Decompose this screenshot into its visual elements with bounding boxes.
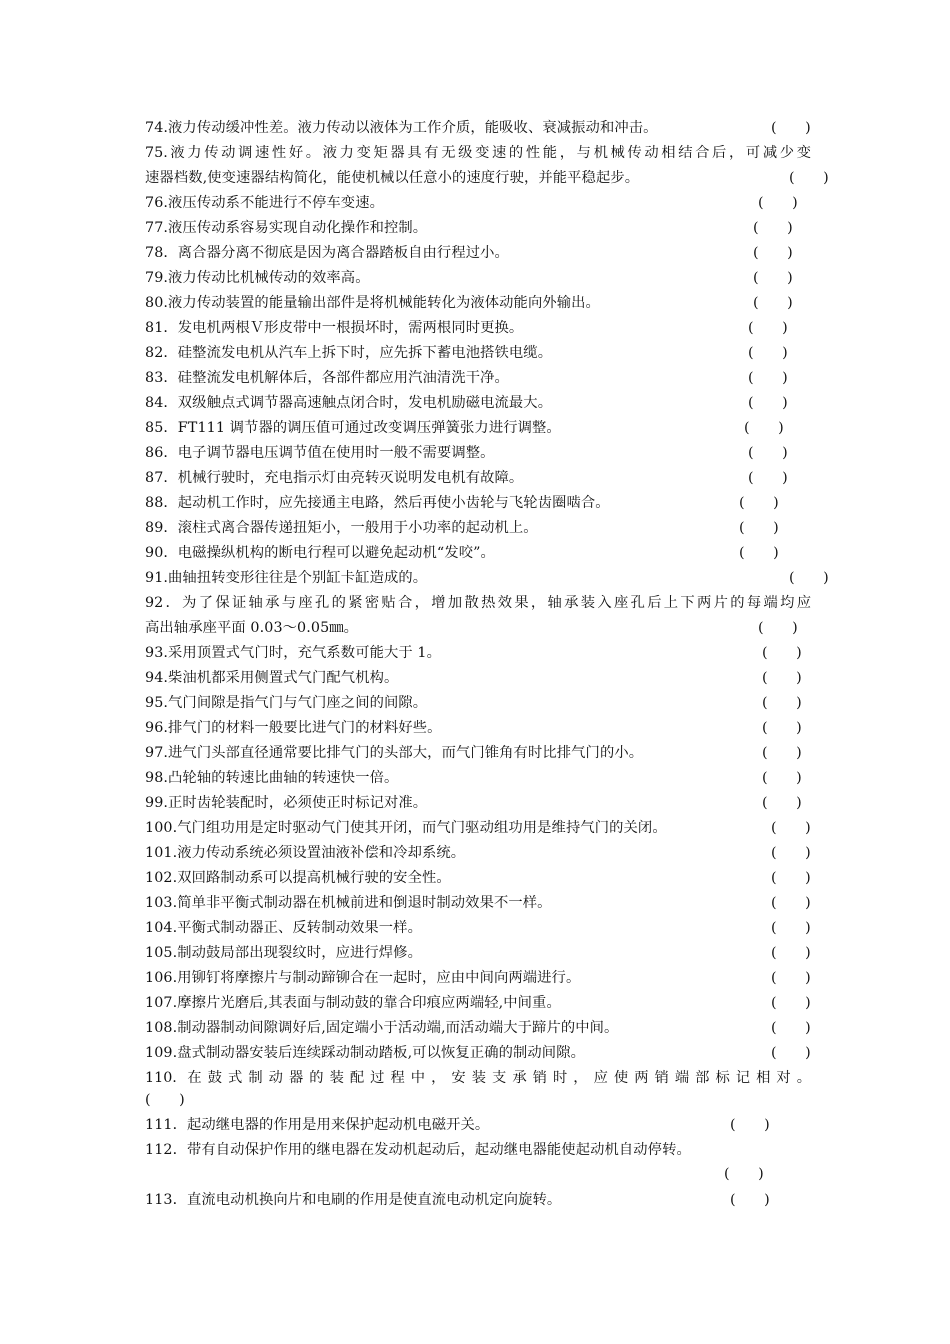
answer-blank-107[interactable]: ( ) — [771, 995, 811, 1011]
answer-blank-100[interactable]: ( ) — [771, 820, 811, 836]
answer-blank-97[interactable]: ( ) — [762, 745, 802, 761]
question-105: 105.制动鼓局部出现裂纹时，应进行焊修。 — [145, 945, 422, 961]
question-91: 91.曲轴扭转变形往往是个别缸卡缸造成的。 — [145, 570, 428, 586]
answer-blank-83[interactable]: ( ) — [748, 370, 788, 386]
question-92-line-1: 92．为了保证轴承与座孔的紧密贴合，增加散热效果，轴承装入座孔后上下两片的每端均应 — [145, 595, 811, 611]
question-96: 96.排气门的材料一般要比进气门的材料好些。 — [145, 720, 442, 736]
answer-blank-98[interactable]: ( ) — [762, 770, 802, 786]
answer-blank-76[interactable]: ( ) — [758, 195, 798, 211]
question-88: 88．起动机工作时，应先接通主电路，然后再使小齿轮与飞轮齿圈啮合。 — [145, 495, 610, 511]
answer-blank-75[interactable]: ( ) — [789, 170, 829, 186]
question-99: 99.正时齿轮装配时，必须使正时标记对准。 — [145, 795, 428, 811]
answer-blank-85[interactable]: ( ) — [744, 420, 784, 436]
question-75-line-1: 75.液力传动调速性好。液力变矩器具有无级变速的性能，与机械传动相结合后，可减少变 — [145, 145, 811, 161]
question-81: 81．发电机两根Ｖ形皮带中一根损坏时，需两根同时更换。 — [145, 320, 524, 336]
answer-blank-108[interactable]: ( ) — [771, 1020, 811, 1036]
answer-blank-109[interactable]: ( ) — [771, 1045, 811, 1061]
question-93: 93.采用顶置式气门时，充气系数可能大于 1。 — [145, 645, 442, 661]
answer-blank-92[interactable]: ( ) — [758, 620, 798, 636]
question-87: 87．机械行驶时，充电指示灯由亮转灭说明发电机有故障。 — [145, 470, 524, 486]
question-79: 79.液力传动比机械传动的效率高。 — [145, 270, 370, 286]
question-107: 107.摩擦片光磨后,其表面与制动鼓的靠合印痕应两端轻,中间重。 — [145, 995, 561, 1011]
question-83: 83．硅整流发电机解体后，各部件都应用汽油清洗干净。 — [145, 370, 509, 386]
question-109: 109.盘式制动器安装后连续踩动制动踏板,可以恢复正确的制动间隙。 — [145, 1045, 585, 1061]
question-110: 110. 在鼓式制动器的装配过程中，安装支承销时，应使两销端部标记相对。 — [145, 1070, 811, 1086]
question-103: 103.简单非平衡式制动器在机械前进和倒退时制动效果不一样。 — [145, 895, 552, 911]
answer-blank-80[interactable]: ( ) — [753, 295, 793, 311]
answer-blank-91[interactable]: ( ) — [789, 570, 829, 586]
question-84: 84．双级触点式调节器高速触点闭合时，发电机励磁电流最大。 — [145, 395, 553, 411]
answer-blank-103[interactable]: ( ) — [771, 895, 811, 911]
answer-blank-106[interactable]: ( ) — [771, 970, 811, 986]
question-94: 94.柴油机都采用侧置式气门配气机构。 — [145, 670, 399, 686]
question-77: 77.液压传动系容易实现自动化操作和控制。 — [145, 220, 428, 236]
answer-blank-93[interactable]: ( ) — [762, 645, 802, 661]
answer-blank-78[interactable]: ( ) — [753, 245, 793, 261]
question-76: 76.液压传动系不能进行不停车变速。 — [145, 195, 384, 211]
answer-blank-87[interactable]: ( ) — [748, 470, 788, 486]
answer-blank-112[interactable]: ( ) — [724, 1166, 764, 1182]
answer-blank-77[interactable]: ( ) — [753, 220, 793, 236]
answer-blank-82[interactable]: ( ) — [748, 345, 788, 361]
question-74: 74.液力传动缓冲性差。液力传动以液体为工作介质，能吸收、衰减振动和冲击。 — [145, 120, 658, 136]
question-75-line-2: 速器档数,使变速器结构简化，能使机械以任意小的速度行驶，并能平稳起步。 — [145, 170, 640, 186]
question-78: 78．离合器分离不彻底是因为离合器踏板自由行程过小。 — [145, 245, 509, 261]
answer-blank-95[interactable]: ( ) — [762, 695, 802, 711]
question-108: 108.制动器制动间隙调好后,固定端小于活动端,而活动端大于蹄片的中间。 — [145, 1020, 619, 1036]
question-89: 89．滚柱式离合器传递扭矩小，一般用于小功率的起动机上。 — [145, 520, 538, 536]
question-102: 102.双回路制动系可以提高机械行驶的安全性。 — [145, 870, 451, 886]
question-82: 82．硅整流发电机从汽车上拆下时，应先拆下蓄电池搭铁电缆。 — [145, 345, 553, 361]
answer-blank-90[interactable]: ( ) — [739, 545, 779, 561]
question-111: 111．起动继电器的作用是用来保护起动机电磁开关。 — [145, 1117, 490, 1133]
question-97: 97.进气门头部直径通常要比排气门的头部大，而气门锥角有时比排气门的小。 — [145, 745, 644, 761]
question-92-line-2: 高出轴承座平面 0.03～0.05㎜。 — [145, 620, 359, 636]
answer-blank-89[interactable]: ( ) — [739, 520, 779, 536]
answer-blank-99[interactable]: ( ) — [762, 795, 802, 811]
question-98: 98.凸轮轴的转速比曲轴的转速快一倍。 — [145, 770, 399, 786]
answer-blank-74[interactable]: ( ) — [771, 120, 811, 136]
question-112: 112．带有自动保护作用的继电器在发动机起动后，起动继电器能使起动机自动停转。 — [145, 1142, 691, 1158]
answer-blank-86[interactable]: ( ) — [748, 445, 788, 461]
answer-blank-79[interactable]: ( ) — [753, 270, 793, 286]
answer-blank-113[interactable]: ( ) — [730, 1192, 770, 1208]
answer-blank-96[interactable]: ( ) — [762, 720, 802, 736]
question-86: 86．电子调节器电压调节值在使用时一般不需要调整。 — [145, 445, 495, 461]
answer-blank-111[interactable]: ( ) — [730, 1117, 770, 1133]
question-113: 113．直流电动机换向片和电刷的作用是使直流电动机定向旋转。 — [145, 1192, 562, 1208]
answer-blank-101[interactable]: ( ) — [771, 845, 811, 861]
question-95: 95.气门间隙是指气门与气门座之间的间隙。 — [145, 695, 428, 711]
answer-blank-102[interactable]: ( ) — [771, 870, 811, 886]
answer-blank-81[interactable]: ( ) — [748, 320, 788, 336]
question-101: 101.液力传动系统必须设置油液补偿和冷却系统。 — [145, 845, 466, 861]
answer-blank-84[interactable]: ( ) — [748, 395, 788, 411]
answer-blank-105[interactable]: ( ) — [771, 945, 811, 961]
answer-blank-110[interactable]: ( ) — [145, 1092, 185, 1108]
question-100: 100.气门组功用是定时驱动气门使其开闭，而气门驱动组功用是维持气门的关闭。 — [145, 820, 667, 836]
question-80: 80.液力传动装置的能量输出部件是将机械能转化为液体动能向外输出。 — [145, 295, 600, 311]
question-85: 85．FT111 调节器的调压值可通过改变调压弹簧张力进行调整。 — [145, 420, 561, 436]
answer-blank-94[interactable]: ( ) — [762, 670, 802, 686]
answer-blank-88[interactable]: ( ) — [739, 495, 779, 511]
question-90: 90．电磁操纵机构的断电行程可以避免起动机“发咬”。 — [145, 545, 495, 561]
answer-blank-104[interactable]: ( ) — [771, 920, 811, 936]
question-106: 106.用铆钉将摩擦片与制动蹄铆合在一起时，应由中间向两端进行。 — [145, 970, 581, 986]
question-104: 104.平衡式制动器正、反转制动效果一样。 — [145, 920, 422, 936]
